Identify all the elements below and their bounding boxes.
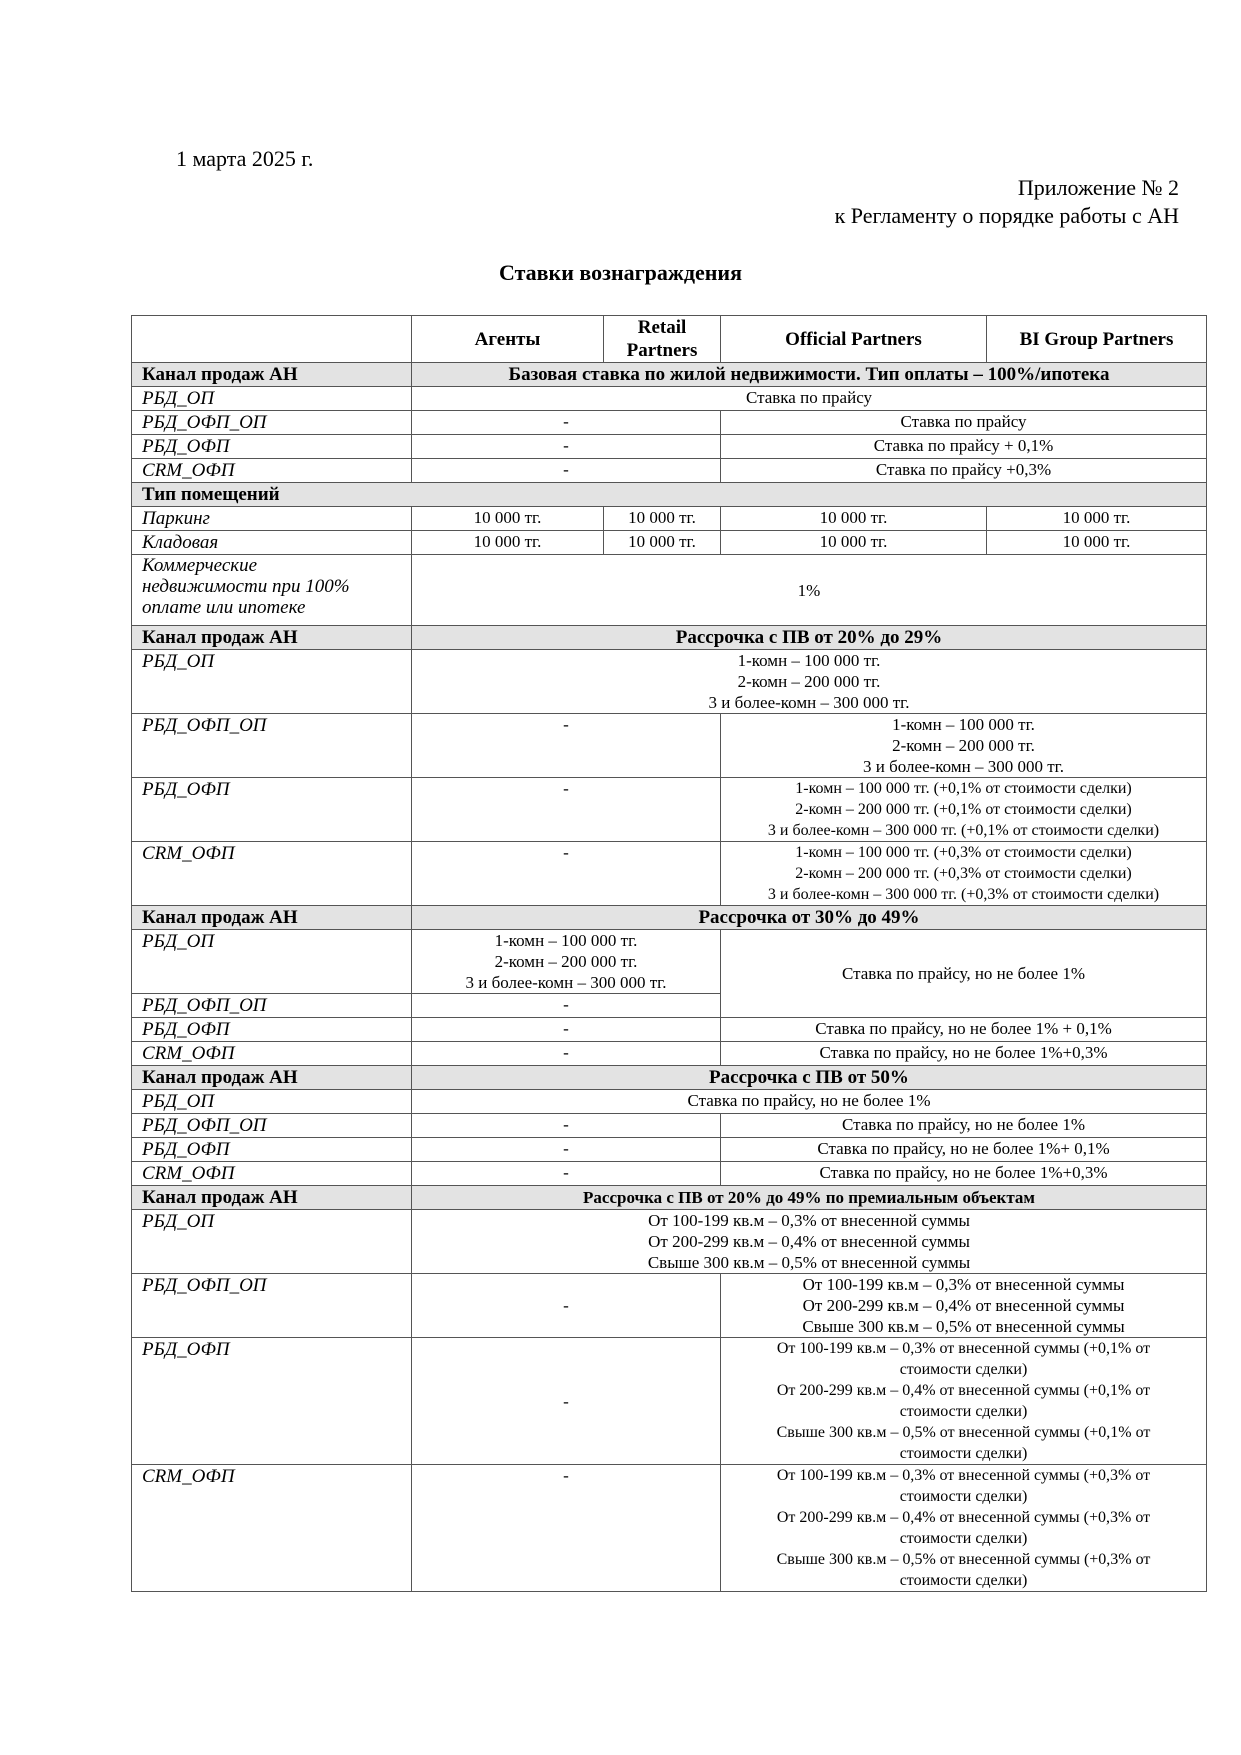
rate-cell: Ставка по прайсу, но не более 1% + 0,1% xyxy=(721,1018,1207,1042)
section-label: Канал продаж АН xyxy=(132,363,412,387)
rate-cell: 1-комн – 100 000 тг. 2-комн – 200 000 тг. 3 и более-комн – 300 000 тг. xyxy=(721,714,1207,778)
appendix-number: Приложение № 2 xyxy=(1017,175,1179,200)
dash-cell: - xyxy=(412,1338,721,1465)
dash-cell: - xyxy=(412,842,721,906)
rate-cell: Ставка по прайсу, но не более 1% xyxy=(721,930,1207,1018)
rate-cell: 10 000 тг. xyxy=(987,507,1207,531)
table-row xyxy=(132,1138,1207,1162)
rate-cell: Ставка по прайсу + 0,1% xyxy=(721,435,1207,459)
document-date: 1 марта 2025 г. xyxy=(176,146,314,171)
row-label: CRM_ОФП xyxy=(132,1162,412,1186)
header-cell-agents: Агенты xyxy=(412,316,604,363)
row-label: РБД_ОФП xyxy=(132,778,412,842)
header-cell-bigroup: BI Group Partners xyxy=(987,316,1207,363)
section-header-installment-30-49 xyxy=(132,906,1207,930)
section-label: Канал продаж АН xyxy=(132,1186,412,1210)
table-row xyxy=(132,1465,1207,1592)
section-title: Рассрочка с ПВ от 20% до 29% xyxy=(412,626,1207,650)
dash-cell: - xyxy=(412,1465,721,1592)
rate-cell: Ставка по прайсу, но не более 1% xyxy=(721,1114,1207,1138)
document-title: Ставки вознаграждения xyxy=(499,260,742,285)
table-row xyxy=(132,650,1207,714)
rate-cell: 1-комн – 100 000 тг. 2-комн – 200 000 тг. 3 и более-комн – 300 000 тг. xyxy=(412,650,1207,714)
rate-cell: От 100-199 кв.м – 0,3% от внесенной суммы (+0,1% от стоимости сделки) От 200-299 кв.м – 0,4% от внесенной суммы (+0,1% от стоимости сделки) Свыше 300 кв.м – 0,5% от внесенной суммы (+0,1% от стоимости сделки) xyxy=(721,1338,1207,1465)
table-row xyxy=(132,387,1207,411)
table-row xyxy=(132,1090,1207,1114)
row-label: Коммерческие недвижимости при 100% оплате или ипотеке xyxy=(132,555,412,626)
table-row xyxy=(132,1114,1207,1138)
appendix-reference: к Регламенту о порядке работы с АН xyxy=(834,203,1179,228)
section-label: Тип помещений xyxy=(132,483,1207,507)
rates-table xyxy=(131,315,1207,1592)
table-row xyxy=(132,1338,1207,1465)
dash-cell: - xyxy=(412,1138,721,1162)
header-cell-retail: Retail Partners xyxy=(604,316,721,363)
dash-cell: - xyxy=(412,435,721,459)
table-row xyxy=(132,555,1207,626)
section-label: Канал продаж АН xyxy=(132,626,412,650)
row-label: РБД_ОФП_ОП xyxy=(132,411,412,435)
section-label: Канал продаж АН xyxy=(132,906,412,930)
row-label: РБД_ОФП_ОП xyxy=(132,1114,412,1138)
table-row xyxy=(132,1042,1207,1066)
row-label: РБД_ОП xyxy=(132,650,412,714)
rate-cell: Ставка по прайсу +0,3% xyxy=(721,459,1207,483)
section-header-premises xyxy=(132,483,1207,507)
header-cell-official: Official Partners xyxy=(721,316,987,363)
table-row xyxy=(132,459,1207,483)
rate-cell: 10 000 тг. xyxy=(412,531,604,555)
row-label: РБД_ОП xyxy=(132,1090,412,1114)
row-label: РБД_ОП xyxy=(132,930,412,994)
rate-cell: Ставка по прайсу, но не более 1%+0,3% xyxy=(721,1162,1207,1186)
dash-cell: - xyxy=(412,1114,721,1138)
table-row xyxy=(132,531,1207,555)
rate-cell: 1-комн – 100 000 тг. (+0,3% от стоимости сделки) 2-комн – 200 000 тг. (+0,3% от стоимости сделки) 3 и более-комн – 300 000 тг. (+0,3% от стоимости сделки) xyxy=(721,842,1207,906)
row-label: CRM_ОФП xyxy=(132,842,412,906)
dash-cell: - xyxy=(412,778,721,842)
row-label: РБД_ОП xyxy=(132,387,412,411)
table-row xyxy=(132,1018,1207,1042)
row-label: РБД_ОФП_ОП xyxy=(132,994,412,1018)
rate-cell: Ставка по прайсу xyxy=(412,387,1207,411)
section-title: Рассрочка от 30% до 49% xyxy=(412,906,1207,930)
rate-cell: 10 000 тг. xyxy=(987,531,1207,555)
dash-cell: - xyxy=(412,1274,721,1338)
rate-cell: 10 000 тг. xyxy=(721,531,987,555)
section-header-installment-20-29 xyxy=(132,626,1207,650)
row-label: Кладовая xyxy=(132,531,412,555)
row-label: CRM_ОФП xyxy=(132,459,412,483)
row-label: Паркинг xyxy=(132,507,412,531)
rate-cell: Ставка по прайсу, но не более 1% xyxy=(412,1090,1207,1114)
dash-cell: - xyxy=(412,714,721,778)
header-cell-empty xyxy=(132,316,412,363)
dash-cell: - xyxy=(412,459,721,483)
row-label: РБД_ОФП xyxy=(132,1018,412,1042)
section-header-base-rate xyxy=(132,363,1207,387)
row-label: CRM_ОФП xyxy=(132,1042,412,1066)
table-row xyxy=(132,714,1207,778)
table-row xyxy=(132,411,1207,435)
table-row xyxy=(132,1274,1207,1338)
table-row xyxy=(132,930,1207,994)
rate-cell: От 100-199 кв.м – 0,3% от внесенной суммы От 200-299 кв.м – 0,4% от внесенной суммы Свыше 300 кв.м – 0,5% от внесенной суммы xyxy=(721,1274,1207,1338)
table-row xyxy=(132,1210,1207,1274)
rate-cell: 10 000 тг. xyxy=(412,507,604,531)
table-row xyxy=(132,778,1207,842)
rate-cell: 10 000 тг. xyxy=(604,507,721,531)
section-header-premium xyxy=(132,1186,1207,1210)
row-label: РБД_ОФП_ОП xyxy=(132,1274,412,1338)
dash-cell: - xyxy=(412,994,721,1018)
table-row xyxy=(132,435,1207,459)
rate-cell: Ставка по прайсу, но не более 1%+0,3% xyxy=(721,1042,1207,1066)
dash-cell: - xyxy=(412,1018,721,1042)
row-label: РБД_ОП xyxy=(132,1210,412,1274)
rate-cell: 1-комн – 100 000 тг. (+0,1% от стоимости сделки) 2-комн – 200 000 тг. (+0,1% от стоимости сделки) 3 и более-комн – 300 000 тг. (+0,1% от стоимости сделки) xyxy=(721,778,1207,842)
section-label: Канал продаж АН xyxy=(132,1066,412,1090)
section-title: Рассрочка с ПВ от 20% до 49% по премиальным объектам xyxy=(412,1186,1207,1210)
table-row xyxy=(132,507,1207,531)
section-header-installment-50 xyxy=(132,1066,1207,1090)
dash-cell: - xyxy=(412,411,721,435)
row-label: РБД_ОФП_ОП xyxy=(132,714,412,778)
table-header-row xyxy=(132,316,1207,363)
row-label: РБД_ОФП xyxy=(132,1338,412,1465)
dash-cell: - xyxy=(412,1162,721,1186)
section-title: Базовая ставка по жилой недвижимости. Тип оплаты – 100%/ипотека xyxy=(412,363,1207,387)
appendix-heading xyxy=(835,174,1179,230)
rate-cell: 1-комн – 100 000 тг. 2-комн – 200 000 тг. 3 и более-комн – 300 000 тг. xyxy=(412,930,721,994)
rate-cell: От 100-199 кв.м – 0,3% от внесенной суммы От 200-299 кв.м – 0,4% от внесенной суммы Свыше 300 кв.м – 0,5% от внесенной суммы xyxy=(412,1210,1207,1274)
table-row xyxy=(132,1162,1207,1186)
rate-cell: 1% xyxy=(412,555,1207,626)
rate-cell: 10 000 тг. xyxy=(604,531,721,555)
section-title: Рассрочка с ПВ от 50% xyxy=(412,1066,1207,1090)
rate-cell: Ставка по прайсу xyxy=(721,411,1207,435)
dash-cell: - xyxy=(412,1042,721,1066)
row-label: РБД_ОФП xyxy=(132,435,412,459)
rate-cell: Ставка по прайсу, но не более 1%+ 0,1% xyxy=(721,1138,1207,1162)
row-label: РБД_ОФП xyxy=(132,1138,412,1162)
rate-cell: От 100-199 кв.м – 0,3% от внесенной суммы (+0,3% от стоимости сделки) От 200-299 кв.м – 0,4% от внесенной суммы (+0,3% от стоимости сделки) Свыше 300 кв.м – 0,5% от внесенной суммы (+0,3% от стоимости сделки) xyxy=(721,1465,1207,1592)
rate-cell: 10 000 тг. xyxy=(721,507,987,531)
row-label: CRM_ОФП xyxy=(132,1465,412,1592)
table-row xyxy=(132,842,1207,906)
